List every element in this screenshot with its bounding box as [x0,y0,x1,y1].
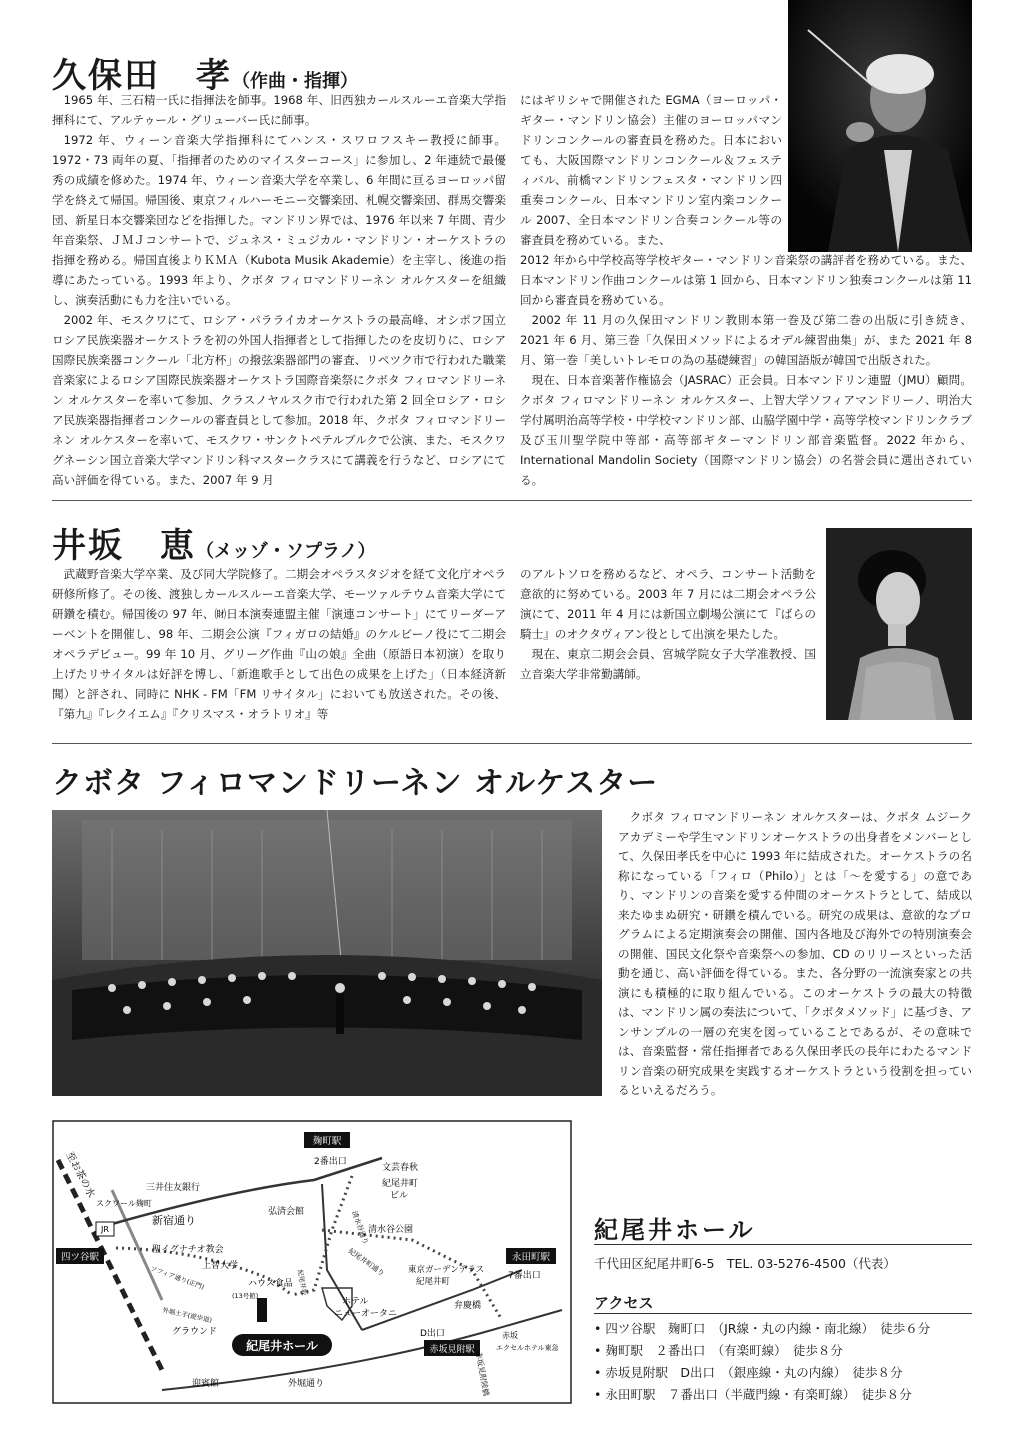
map-exit7: 7番出口 [508,1271,541,1281]
access-rule [594,1313,972,1314]
kubota-bio-p2: 1972 年、ウィーン音楽大学指揮科にてハンス・スワロフスキー教授に師事。1972・73 両年の夏、「指揮者のためのマイスターコース」に参加し、2 年連続で最優秀の成績を修めた。1974 年、ウィーン音楽大学を卒業し、6 年間に亘るヨーロッパ留学を終えて帰国。帰国後、東京フィルハーモニー交響楽団、札幌交響楽団、群馬交響楽団、新星日本交響楽団などを指揮した。マンドリン界では、1976 年以来 7 年間、青少年音楽祭、ＪＭＪコンサートで、ジュネス・ミュジカル・マンドリン・オーケストラの指揮を務める。帰国直後よりＫＭＡ（Kubota Musik Akademie）を主宰し、後進の指導にあたっている。1993 年より、クボタ フィロマンドリーネン オルケスターを組織し、演奏活動にも力を注いでいる。 [52,133,506,307]
access-item: • 麹町駅 ２番出口 （有楽町線） 徒歩８分 [594,1340,974,1362]
venue-rule [594,1244,972,1245]
venue-address: 千代田区紀尾井町6-5 TEL. 03-5276-4500（代表） [594,1256,896,1271]
map-d-exit: D出口 [420,1329,445,1339]
map-exit2: 2番出口 [314,1157,347,1167]
isaka-photo [826,528,972,720]
orchestra-photo [52,810,602,1096]
map-kojimachi-station: 麹町駅 [312,1136,342,1147]
access-map [52,1120,572,1404]
kubota-photo [788,0,972,252]
map-hall-label: 紀尾井ホール [246,1339,318,1353]
map-akasakamitsuke-station: 赤坂見附駅 [429,1345,475,1355]
map-uchibori: 紀尾井坂 [296,1268,309,1296]
isaka-bio-p1: 武蔵野音楽大学卒業、及び同大学院修了。二期会オペラスタジオを経て文化庁オペラ研修所修了。その後、渡独しカールスルーエ音楽大学、モーツァルテウム音楽大学にて研鑽を積む。帰国後の 97 年、㈶日本演奏連盟主催「演連コンサート」にてリーダーアーベントを開催し、98 年、二期会公演『フィガロの結婚』のケルビーノ役にて二期会オペラデビュー。99 年 10 月、グリーグ作曲『山の娘』全曲（原語日本初演）を取り上げたリサイタルは好評を博し、「新進歌手として出色の成果を上げた」（日本経済新聞）と評され、同時に NHK - FM「FM リサイタル」においても放送された。その後、『第九』『レクイエム』『クリスマス・オラトリオ』等 [52,567,506,721]
map-kioidori: 紀尾井町通り [346,1247,386,1278]
kubota-name: 久保田 孝 [52,56,232,96]
map-jr-label: JR [101,1225,109,1234]
kubota-bio-p4: にはギリシャで開催された EGMA（ヨーロッパ・ギター・マンドリン協会）主催のヨーロッパマンドリンコンクールの審査員を務めた。日本においても、大阪国際マンドリンコンクール＆フェスティバル、前橋マンドリンフェスタ・マンドリン四重奏コンクール、日本マンドリン室内楽コンクール 2007、全日本マンドリン合奏コンクール等の審査員を務めている。また、 [520,93,782,247]
map-excel: エクセルホテル東急 [496,1344,559,1352]
isaka-bio-p2: のアルトソロを務めるなど、オペラ、コンサート活動を意欲的に努めている。2003 年 7 月には二期会オペラ公演にて、2011 年 4 月には新国立劇場公演にて『ばらの騎士』のオクタヴィアン役として出演を果たした。 [520,567,816,641]
isaka-bio-col2 [520,564,816,704]
kubota-bio-p1: 1965 年、三石精一氏に指揮法を師事。1968 年、旧西独カールスルーエ音楽大学指揮科にて、アルテゥール・グリューバー氏に師事。 [52,93,506,127]
map-house: ハウス食品 [248,1279,293,1289]
kubota-bio-col1 [52,90,506,487]
map-ground: グラウンド [172,1327,218,1337]
kubota-bio-col2a [520,90,782,248]
map-mitsui: 三井住友銀行 [146,1183,201,1193]
map-garden-1: 東京ガーデンテラス [408,1265,485,1275]
kubota-bio-col2b [520,250,972,487]
map-akasaka: 赤坂 [502,1331,518,1340]
divider-2 [52,743,972,744]
kubota-bio-p6: 2002 年 11 月の久保田マンドリン教則本第一巻及び第二巻の出版に引き続き、2021 年 6 月、第三巻「久保田メソッドによるオデル練習曲集」が、また 2021 年 8 月、第一巻「美しいトレモロの為の基礎練習」の韓国語版が韓国で出版された。 [520,313,972,367]
map-sotoboridori: 外堀通り [288,1379,325,1389]
kubota-bio-p7: 現在、日本音楽著作権協会（JASRAC）正会員。日本マンドリン連盟（JMU）顧問。クボタ フィロマンドリーネン オルケスター、上智大学ソフィアマンドリーノ、明治大学付属明治高等学校・中学校マンドリン部、山脇学園中学・高等学校マンドリンクラブ及び玉川聖学院中等部・高等部ギターマンドリン部音楽監督。2022 年から、International Mandolin Society（国際マンドリン協会）の名誉会員に選出されている。 [520,373,972,487]
access-item: • 赤坂見附駅 D出口 （銀座線・丸の内線） 徒歩８分 [594,1362,974,1384]
venue-name: 紀尾井ホール [594,1216,756,1244]
access-heading: アクセス [594,1294,654,1312]
map-garden-2: 紀尾井町 [416,1277,451,1287]
orchestra-text-col [618,808,972,1098]
isaka-role: （メッゾ・ソプラノ） [196,541,376,562]
map-bridge: ソフィア通り(正門) [149,1264,206,1292]
map-hotel-2: ニューオータニ [334,1309,397,1319]
map-kioi-bldg-1: 紀尾井町 [382,1179,419,1189]
map-sotobori: 外堀土手(遊歩道) [161,1306,213,1325]
map-kioi-bldg-2: ビル [390,1191,409,1201]
orchestra-title: クボタ フィロマンドリーネン オルケスター [52,766,659,801]
map-bunshun: 文芸春秋 [382,1163,419,1173]
access-item: • 永田町駅 ７番出口（半蔵門線・有楽町線） 徒歩８分 [594,1384,974,1406]
map-ochanomizu: 至お茶の水 [63,1150,97,1200]
kubota-bio-p5: 2012 年から中学校高等学校ギター・マンドリン音楽祭の講評者を務めている。また、日本マンドリン作曲コンクールは第 1 回から、日本マンドリン独奏コンクールは第 11 回から審査員を務めている。 [520,253,972,307]
map-school: スクワール麹町 [96,1199,152,1208]
isaka-bio-col1 [52,564,506,724]
map-shinjuku-dori: 新宿通り [152,1214,196,1227]
access-item: • 四ツ谷駅 麹町口 （JR線・丸の内線・南北線） 徒歩６分 [594,1318,974,1340]
access-list [594,1318,974,1406]
divider-1 [52,500,972,501]
map-gate13: (13号館) [232,1292,259,1300]
map-yotsuya-station: 四ツ谷駅 [60,1252,100,1263]
map-geihinkan: 迎賓館 [192,1379,220,1389]
map-nagatacho-station: 永田町駅 [511,1252,551,1263]
kubota-bio-p3: 2002 年、モスクワにて、ロシア・パラライカオーケストラの最高峰、オシポフ国立ロシア民族楽器オーケストラを初の外国人指揮者として指揮したのを皮切りに、ロシア国際民族楽器コンクール「北方杯」の撥弦楽器部門の審査、リペツク市で行われた職業音楽家によるロシア国際民族楽器オーケストラ国際音楽祭にクボタ フィロマンドリーネン オルケスターを率いて参加、クラスノヤルスク市で行われた第 2 回全ロシア・ロシア民族楽器指揮者コンクールの審査員として参加。2018 年、クボタ フィロマンドリーネン オルケスターを率いて、モスクワ・サンクトペテルブルクで公演、また、モスクワ グネーシン国立音楽大学マンドリン科マスタークラスにて講義を行うなど、ロシアにて高い評価を得ている。また、2007 年 9 月 [52,313,506,487]
map-shimizudani-st: 清水谷通り [350,1209,370,1246]
orchestra-text: クボタ フィロマンドリーネン オルケスターは、クボタ ムジーク アカデミーや学生マンドリンオーケストラの出身者をメンバーとして、久保田孝氏を中心に 1993 年に結成された。オーケストラの名称になっている「フィロ（Philo）」とは「〜を愛する」の意であり、マンドリンの音楽を愛する仲間のオーケストラとして、結成以来たゆまぬ研究・研鑽を積んでいる。研究の成果は、意欲的なプログラムによる定期演奏会の開催、国内各地及び海外での特別演奏会の開催、国民文化祭や音楽祭への参加、CD のリリースといった活動を通じ、高い評価を得ている。また、各分野の一流演奏家との共演にも積極的に取り組んでいる。このオーケストラの最大の特徴は、マンドリン属の奏法について、「クボタメソッド」に基づき、アンサンブルの一層の充実を図っていることであるが、その意味では、音楽監督・常任指揮者である久保田孝氏の長年にわたるマンドリン音楽の研究成果を実践するオーケストラという役割を担っているといえるだろう。 [618,810,972,1097]
map-kosai: 弘済会館 [268,1207,305,1217]
map-sophia: 上智大学 [202,1261,239,1271]
map-shimizudani: 清水谷公園 [368,1225,414,1235]
map-benkei: 弁慶橋 [454,1301,482,1311]
isaka-bio-p3: 現在、東京二期会会員、宮城学院女子大学准教授、国立音楽大学非常勤講師。 [520,647,816,681]
kubota-role: （作曲・指揮） [232,71,358,92]
map-ignatius: 聖イグナチオ教会 [152,1245,224,1255]
isaka-name: 井坂 恵 [52,526,196,566]
map-hotel-1: ホテル [342,1297,369,1307]
map-mitsuke-road: 赤坂見附陸橋 [474,1350,491,1397]
